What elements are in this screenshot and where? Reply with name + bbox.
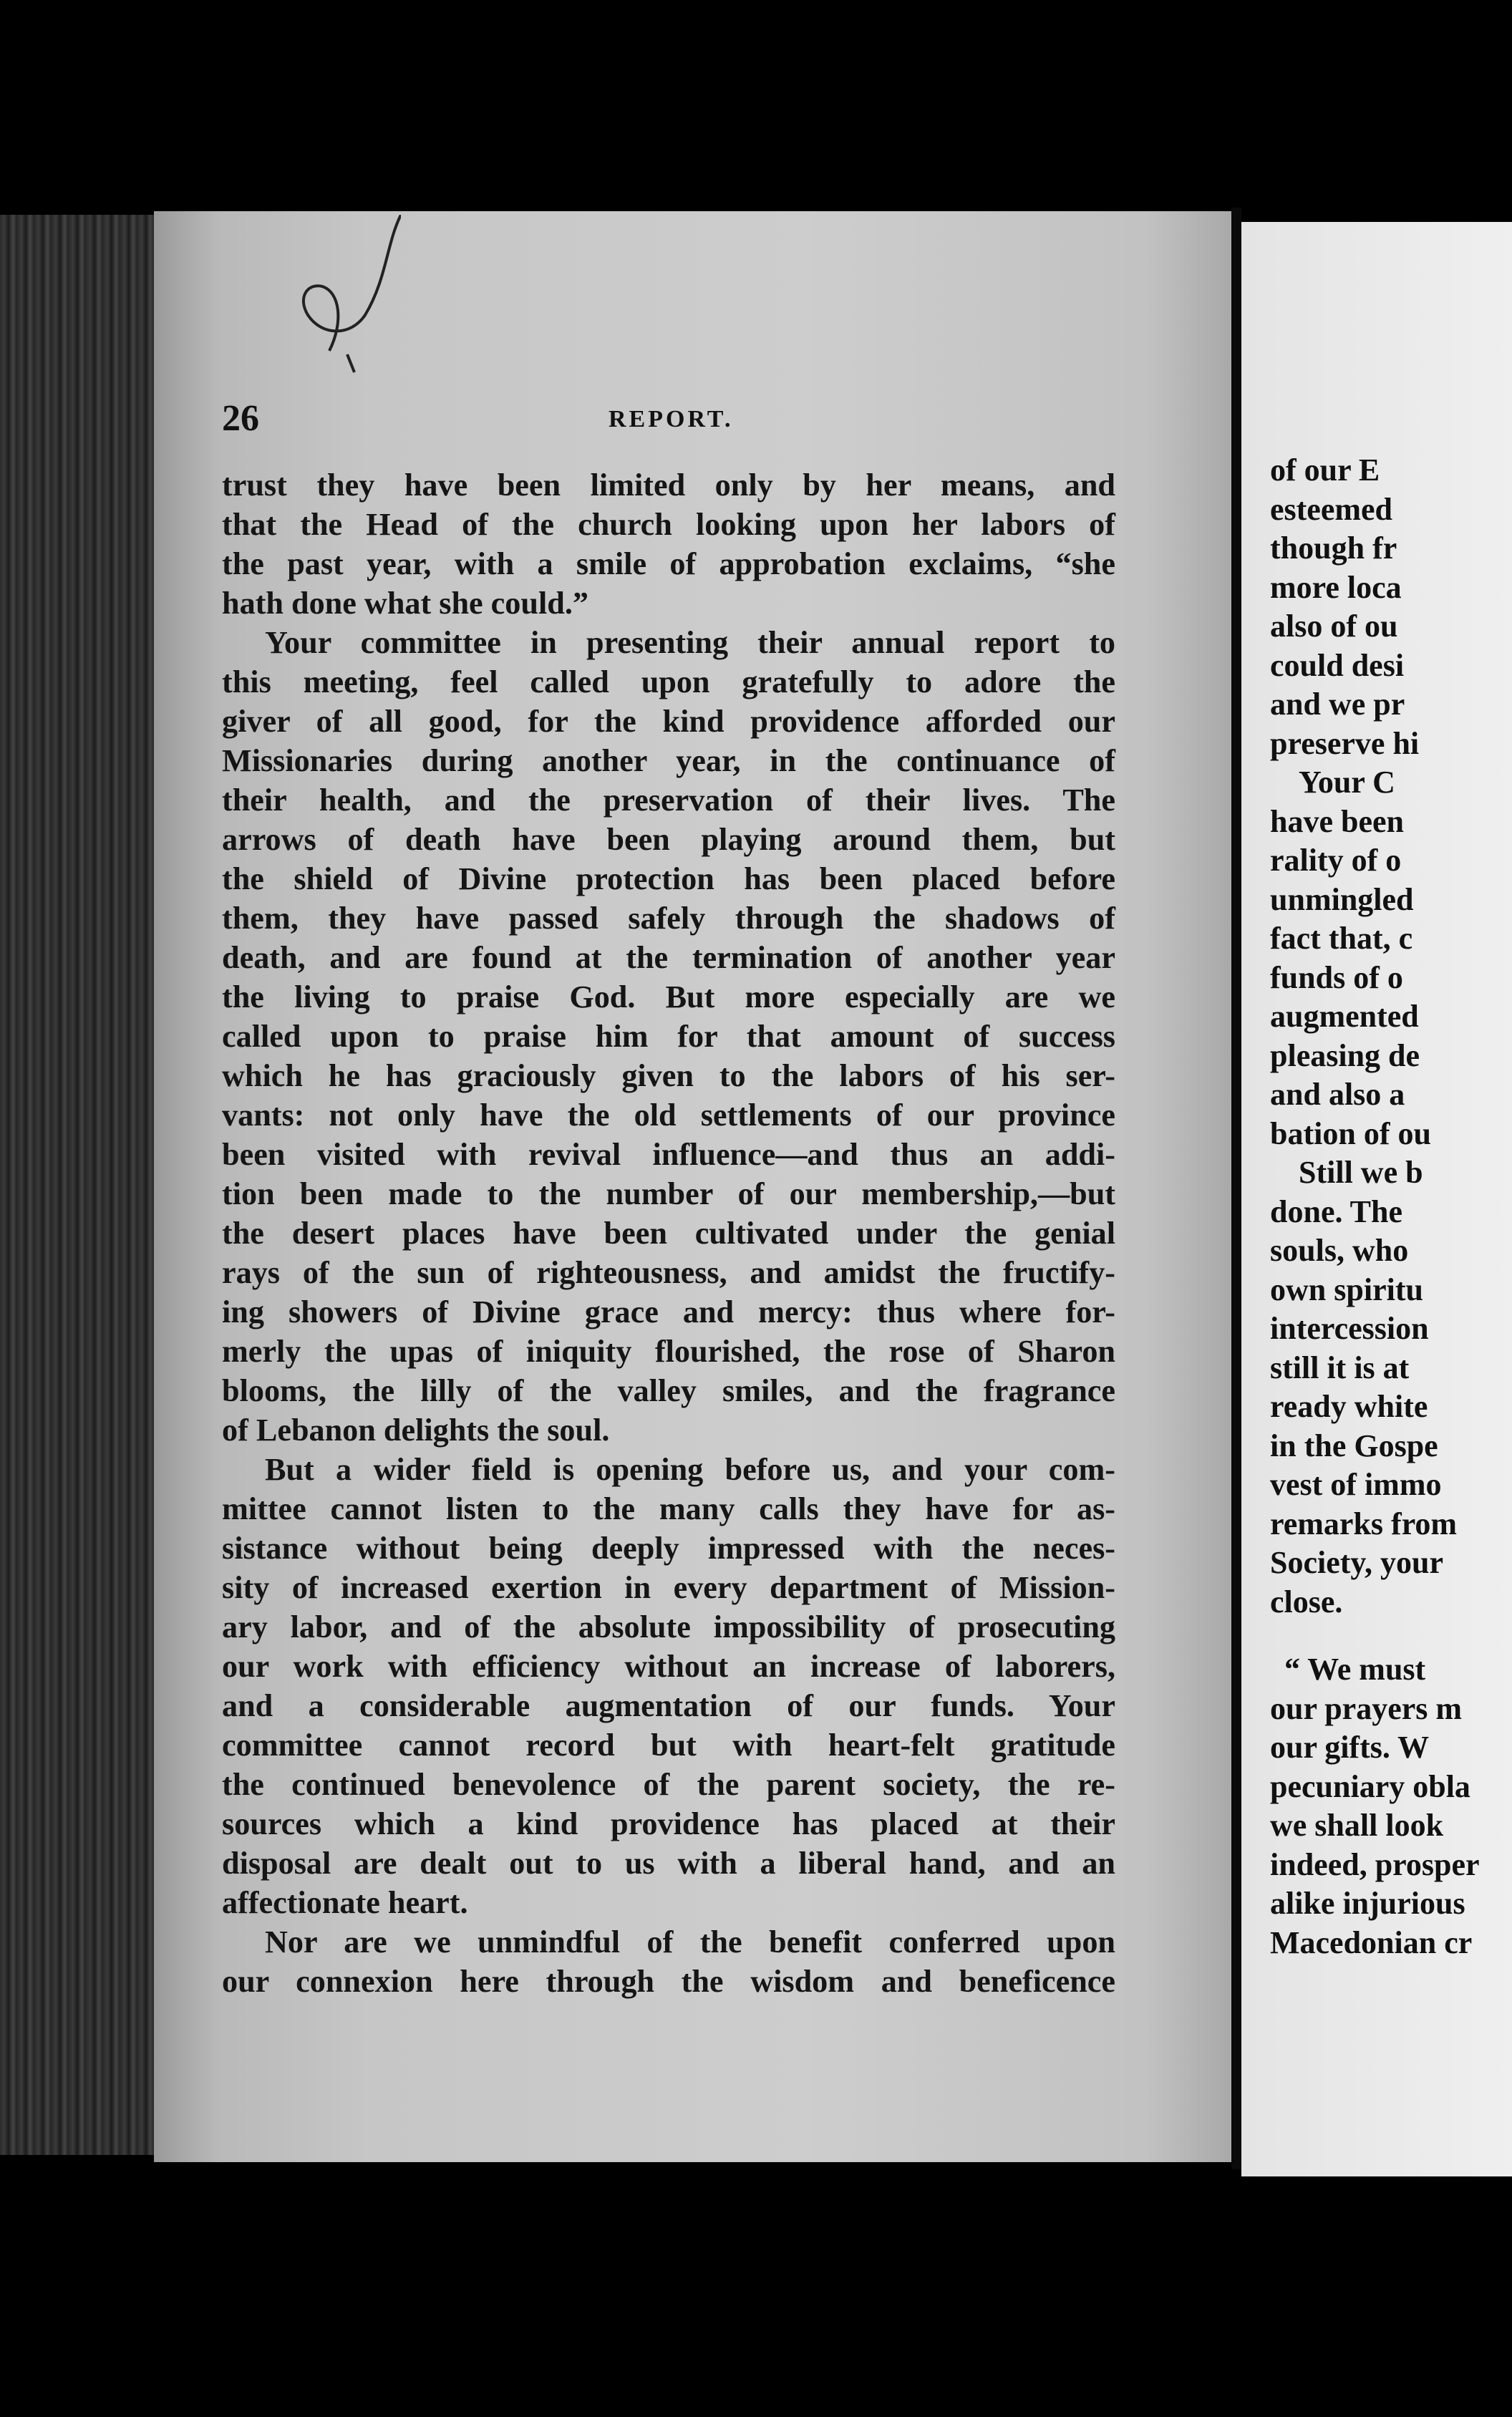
text-line: pecuniary obla [1270, 1768, 1470, 1804]
text-line: Society, your [1270, 1545, 1443, 1580]
text-line: death, and are found at the termination of another year [222, 940, 1115, 975]
text-line: rality of o [1270, 843, 1402, 878]
text-line: Nor are we unmindful of the benefit conferred upon [265, 1924, 1115, 1960]
text-line: our gifts. W [1270, 1730, 1430, 1765]
text-line: been visited with revival influence—and thus an addi- [222, 1137, 1115, 1172]
text-line: bation of ou [1270, 1115, 1431, 1151]
text-line: this meeting, feel called upon gratefully to adore the [222, 664, 1115, 699]
text-line: more loca [1270, 569, 1402, 605]
page-gutter [1231, 208, 1241, 2169]
text-line: could desi [1270, 647, 1405, 683]
text-line: Missionaries during another year, in the continuance of [222, 743, 1115, 778]
text-line: sources which a kind providence has placed at their [222, 1806, 1115, 1841]
text-line: and we pr [1270, 687, 1405, 722]
text-line: ary labor, and of the absolute impossibility of prosecuting [222, 1609, 1115, 1645]
text-line: of our E [1270, 452, 1380, 488]
text-line: which he has graciously given to the labors of his ser- [222, 1058, 1115, 1093]
text-line: mittee cannot listen to the many calls they have for as- [222, 1491, 1115, 1526]
text-line: the desert places have been cultivated under the genial [222, 1216, 1115, 1251]
text-line: still it is at [1270, 1350, 1410, 1385]
text-line: the living to praise God. But more especially are we [222, 979, 1115, 1014]
text-line: rays of the sun of righteousness, and amidst the fructify- [222, 1255, 1115, 1290]
text-line: alike injurious [1270, 1886, 1465, 1921]
text-line: the shield of Divine protection has been placed before [222, 861, 1115, 896]
text-line: the continued benevolence of the parent society, the re- [222, 1767, 1115, 1802]
text-line: done. The [1270, 1193, 1403, 1229]
book-binding-edge [0, 215, 165, 2155]
text-line: have been [1270, 803, 1404, 839]
text-line: sistance without being deeply impressed with the neces- [222, 1531, 1115, 1566]
text-line: souls, who [1270, 1233, 1409, 1268]
text-line: affectionate heart. [222, 1885, 468, 1920]
text-line: funds of o [1270, 959, 1403, 995]
text-line: pleasing de [1270, 1037, 1420, 1073]
page-header [222, 397, 1138, 447]
text-line: our connexion here through the wisdom and beneficence [222, 1964, 1115, 1999]
right-page-text [1270, 451, 1512, 1962]
text-line: augmented [1270, 999, 1419, 1034]
text-line: unmingled [1270, 881, 1414, 917]
text-line: our work with efficiency without an increase of laborers, [222, 1649, 1115, 1684]
text-line: vest of immo [1270, 1467, 1442, 1502]
text-line: also of ou [1270, 609, 1398, 644]
text-line: in the Gospe [1270, 1428, 1438, 1463]
text-line: Macedonian cr [1270, 1924, 1473, 1960]
text-line: blooms, the lilly of the valley smiles, and the fragrance [222, 1373, 1115, 1408]
text-line: arrows of death have been playing around them, but [222, 822, 1115, 857]
text-line: them, they have passed safely through the shadows of [222, 901, 1115, 936]
text-line: and also a [1270, 1077, 1405, 1112]
text-line: But a wider field is opening before us, and your com- [265, 1452, 1115, 1487]
text-line: close. [1270, 1584, 1343, 1619]
text-line: their health, and the preservation of their lives. The [222, 783, 1115, 818]
text-line: called upon to praise him for that amount of success [222, 1019, 1115, 1054]
text-line: fact that, c [1270, 921, 1413, 956]
text-line: Still we b [1299, 1155, 1423, 1190]
text-line: own spiritu [1270, 1272, 1423, 1307]
text-line: of Lebanon delights the soul. [222, 1413, 610, 1448]
text-line: “ We must [1284, 1652, 1426, 1687]
text-line: remarks from [1270, 1506, 1458, 1541]
right-page [1241, 222, 1512, 2176]
text-line: ing showers of Divine grace and mercy: thus where for- [222, 1294, 1115, 1329]
text-line: preserve hi [1270, 725, 1420, 761]
text-line: sity of increased exertion in every department of Mission- [222, 1570, 1115, 1605]
text-line: disposal are dealt out to us with a liberal hand, and an [222, 1846, 1115, 1881]
text-line: indeed, prosper [1270, 1846, 1480, 1882]
page-number: 26 [222, 398, 259, 439]
text-line: Your C [1299, 765, 1395, 800]
text-line: we shall look [1270, 1808, 1444, 1843]
text-line: hath done what she could.” [222, 586, 588, 621]
text-line: vants: not only have the old settlements of our province [222, 1098, 1115, 1133]
text-line: intercession [1270, 1311, 1429, 1346]
left-page-text [222, 465, 1115, 2001]
text-line: esteemed [1270, 491, 1393, 527]
text-line: trust they have been limited only by her means, and [222, 468, 1115, 503]
text-line: our prayers m [1270, 1690, 1463, 1726]
handwritten-mark-icon [279, 215, 401, 379]
text-line: ready white [1270, 1389, 1428, 1424]
running-head: REPORT. [609, 406, 734, 432]
text-line: tion been made to the number of our membership,—but [222, 1176, 1115, 1211]
text-line: the past year, with a smile of approbation exclaims, “she [222, 546, 1115, 581]
text-line: committee cannot record but with heart-felt gratitude [222, 1728, 1115, 1763]
text-line: merly the upas of iniquity flourished, the rose of Sharon [222, 1334, 1115, 1369]
text-line: though fr [1270, 531, 1397, 566]
text-line: giver of all good, for the kind providence afforded our [222, 704, 1115, 739]
text-line: Your committee in presenting their annual report to [265, 625, 1115, 660]
text-line: that the Head of the church looking upon her labors of [222, 507, 1115, 542]
text-line: and a considerable augmentation of our funds. Your [222, 1688, 1115, 1723]
